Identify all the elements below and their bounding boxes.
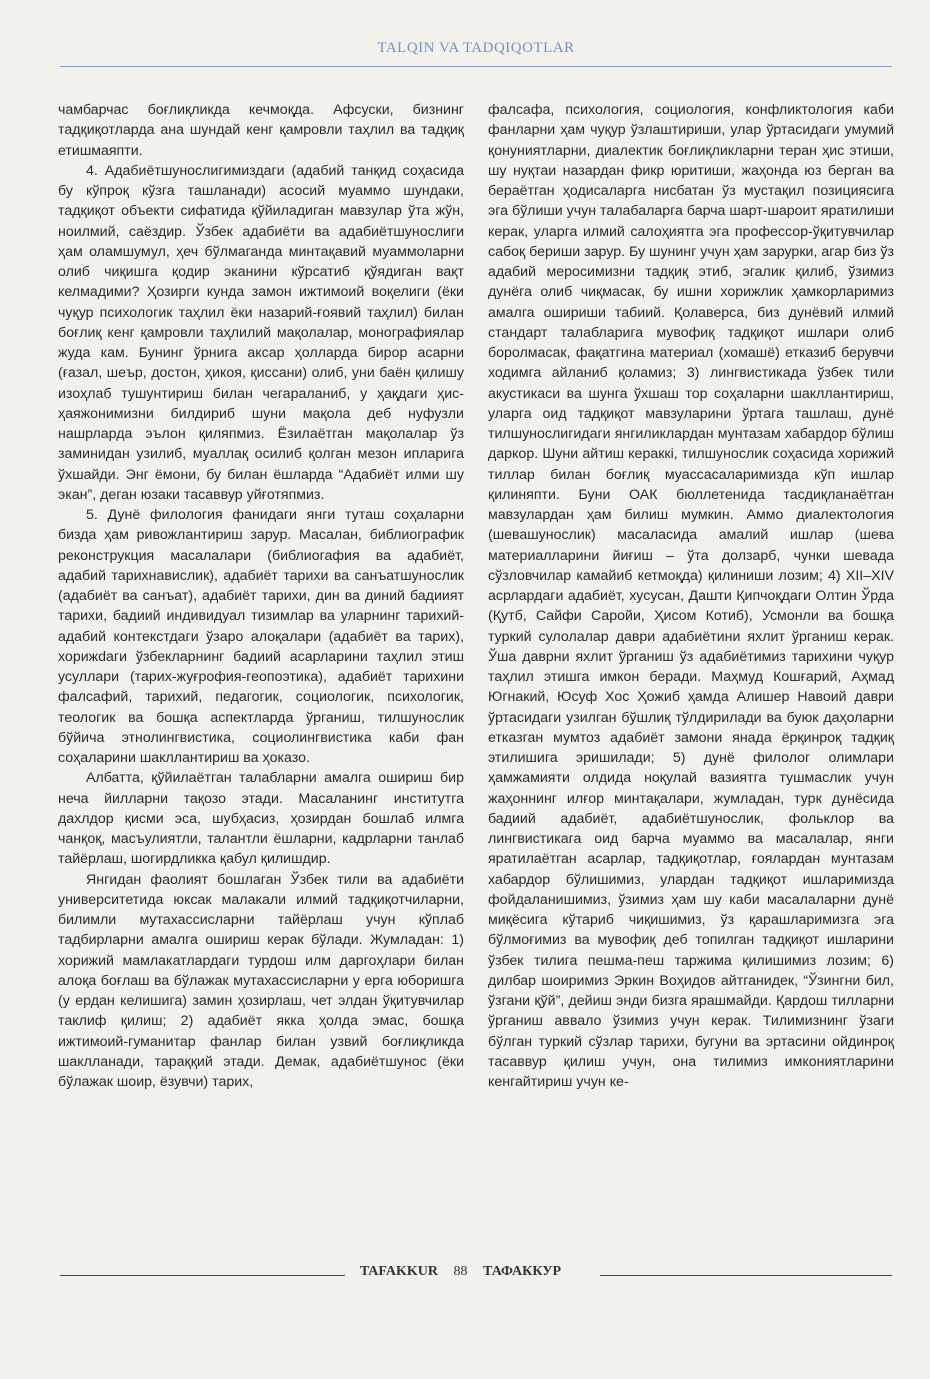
paragraph: фалсафа, психология, социология, конфликтология каби фанларни ҳам чуқур ўзлаштириши, улар ўртасидаги умумий қонуниятларни, диалектик боғлиқликларни теран ҳис этиши, шу нуқтаи назардан фикр юритиши, жаҳонда юз берган ва бераётган ҳодисаларга нисбатан ўз мустақил позициясига эга бўлиши учун талабаларга барча шарт-шароит яратилиши керак, уларга илмий салоҳиятга эга профессор-ўқитувчилар сабоқ бериши зарур. Бу шунинг учун ҳам зарурки, агар биз ўз адабий меросимизни тадқиқ этиб, эгалик қилиб, ўзимиз дунёга олиб чиқмасак, бу ишни хорижлик ҳамкорларимиз амалга ошириши табиий. Қолаверса, биз дунёвий илмий стандарт талабларига мувофиқ тадқиқот ишлари олиб боролмасак, фақатгина материал (хомашё) етказиб берувчи ходимга айланиб қоламиз; 3) лингвистикада ўзбек тили акустикаси ва шунга ўхшаш тор соҳаларни шакллантириш, уларга оид тадқиқот мавзуларини ўртага ташлаш, дунё тилшунослигидаги янгиликлардан мунтазам хабардор бўлиш даркор. Шуни айтиш кераккi, тилшунослик соҳасида хорижий тиллар билан боғлиқ муассасаларимизда кўп ишлар қилиняпти. Буни ОАК бюллетенида тасдиқланаётган мавзулардан ҳам билиш мумкин. Аммо диалектология (шевашунослик) масаласида амалий ишлар (шева материалларини йиғиш – ўта долзарб, чунки шевада сўзловчилар камайиб кетмоқда) қилиниши лозим; 4) XII–XIV асрлардаги адабиёт, хусусан, Дашти Қипчоқдаги Олтин Ўрда (Қутб, Сайфи Саройи, Ҳисом Котиб), Усмонли ва бошқа туркий сулолалар даври адабиётини яхлит ўрганиш керак. Ўша даврни яхлит ўрганиш ўз адабиётимиз тарихини чуқур таҳлил этишга имкон беради. Маҳмуд Кошғарий, Аҳмад Югнакий, Юсуф Хос Ҳожиб ҳамда Алишер Навоий даври ўртасидаги узилган бўшлиқ тўлдирилади ва буюк даҳоларни етказган мумтоз адабиёт замони янада ёрқинроқ тадқиқ этилишига эришилади; 5) дунё филолог олимлари ҳамжамияти олдида ноқулай вазиятга тушмаслик учун жаҳоннинг илғор минтақалари, жумладан, турк дунёсида бадиий адабиёт, адабиётшунослик, фольклор ва лингвистикага оид барча муаммо ва масалалар, янги яратилаётган асарлар, тадқиқотлар, ғоялардан мунтазам хабардор бўлишимиз, улардан тадқиқот ишларимизда фойдаланишимиз, ўзимиз ҳам шу каби масалаларни дунё миқёсига кўтариб чиқишимиз, ўз қарашларимизга эга бўлмоғимиз ва мувофиқ деб топилган тадқиқот ишларини ўзбек тилига пешма-пеш таржима қилишимиз лозим; 6) дилбар шоиримиз Эркин Воҳидов айтганидек, “Ўзингни бил, ўзгани қўй”, дейиш энди бизга ярашмайди. Қардош тилларни ўрганиш аввало ўзимиз учун керак. Тилимизнинг ўзаги бўлган туркий сўзлар тарихи, бугуни ва эртасини ойдинроқ тасаввур қилиш учун, она тилимиз имкониятларини кенгайтириш учун ке-: [488, 102, 894, 1090]
paragraph: чамбарчас боғлиқликда кечмоқда. Афсуски, бизнинг тадқиқотларда ана шундай кенг қамровли таҳлил ва тадқиқ етишмаяпти.: [58, 102, 464, 159]
text-column-right: [488, 100, 894, 1092]
paragraph: 4. Адабиётшунослигимиздаги (адабий танқид соҳасида бу кўпроқ кўзга ташланади) асосий муаммо шундаки, тадқиқот объекти сифатида қўйиладиган мавзулар ўта жўн, ноилмий, саёздир. Ўзбек адабиёти ва адабиётшунослиги ҳам оламшумул, ҳеч бўлмаганда минтақавий муаммоларни олиб чиқишга қодир эканини кўрсатиб қўядиган вақт келмадими? Ҳозирги кунда замон ижтимоий воқелиги (ёки чуқур психологик таҳлил ёки назарий-ғоявий таҳлил) билан боғлиқ кенг қамровли таҳлилий мақолалар, монографиялар жуда кам. Бунинг ўрнига аксар ҳолларда бирор асарни (ғазал, шеър, достон, ҳикоя, қиссани) олиб, уни баён қилишу изоҳлаб тушунтириш билан чегараланиб, у ҳақдаги ҳис-ҳаяжонимизни билдириб шуни мақола деб нуфузли нашрларда эълон қиляпмиз. Ёзилаётган мақолалар ўз заминидан узилиб, муаллақ осилиб қолган мезон ипларига ўхшайди. Энг ёмони, бу билан ёшларда “Адабиёт илми шу экан”, деган юзаки тасаввур уйғотяпмиз.: [58, 162, 464, 503]
text-column-left: [58, 100, 464, 1092]
footer-journal-latin: TAFAKKUR: [360, 1264, 439, 1279]
paragraph: 5. Дунё филология фанидаги янги туташ соҳаларни бизда ҳам ривожлантириш зарур. Масалан, библиографик реконструкция масалалари (библиогафия ва адабиёт, адабий тарихнавислик), адабиёт тарихи ва санъатшунослик (адабиёт ва санъат), адабиёт тарихи, дин ва диний бадиият тарихи, бадиий индивидуал тизимлар ва уларнинг тарихий-адабий контекстдаги ўзаро алоқалари (адабиёт ва тарих), хорижdaги ўзбекларнинг бадиий асарларини таҳлил этиш усуллари (тарих-жуғрофия-геопоэтика), адабиёт тарихини фалсафий, тарихий, педагогик, социологик, психологик, теологик ва бошқа аспектларда ўрганиш, тилшунослик бўйича этнолингвистика, социолингвистика каби фан соҳаларини шакллантириш ва ҳоказо.: [58, 507, 464, 766]
running-header: [60, 40, 892, 57]
header-divider: [60, 66, 892, 67]
page-footer: [60, 1264, 892, 1288]
footer-label: [360, 1264, 573, 1280]
footer-journal-cyrillic: ТАФАККУР: [483, 1264, 562, 1279]
footer-rule-right: [600, 1275, 892, 1276]
page-number: 88: [453, 1264, 468, 1279]
footer-rule-left: [60, 1275, 345, 1276]
paragraph: Янгидан фаолият бошлаган Ўзбек тили ва адабиёти университетида юксак малакали илмий тадқиқотчиларни, билимли мутахассисларни тайёрлаш учун кўплаб тадбирларни амалга ошириш керак бўлади. Жумладан: 1) хорижий мамлакатлардаги турдош илм даргоҳлари билан алоқа боғлаш ва бўлажак мутахассисларни у ерга юборишга (у ердан келишига) замин ҳозирлаш, чет элдан ўқитувчилар таклиф қилиш; 2) адабиёт якка ҳолда эмас, бошқа ижтимоий-гуманитар фанлар билан узвий боғлиқликда шаклланади, тараққий этади. Демак, адабиётшунос (ёки бўлажак шоир, ёзувчи) тарих,: [58, 871, 464, 1090]
paragraph: Албатта, қўйилаётган талабларни амалга ошириш бир неча йилларни тақозо этади. Масаланинг институтга дахлдор қисми эса, шубҳасиз, ҳозирдан бошлаб илмга чанқоқ, масъулиятли, талантли ёшларни, кадрларни танлаб тайёрлаш, шогирдликка қабул қилишдир.: [58, 770, 464, 868]
journal-section-title: TALQIN VA TADQIQOTLAR: [377, 40, 575, 56]
